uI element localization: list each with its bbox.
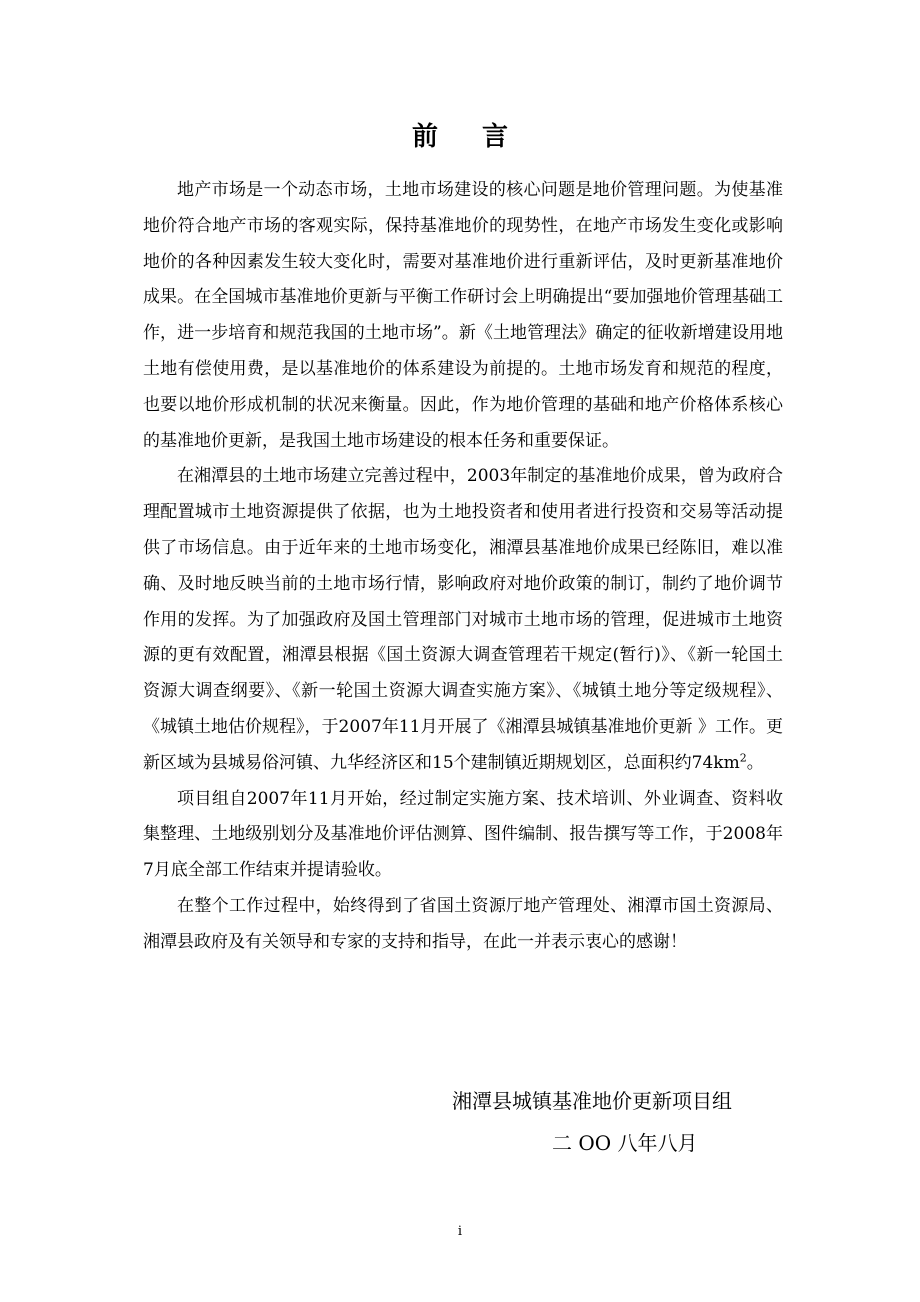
page-number: i (457, 1224, 463, 1239)
paragraph-3: 项目组自2007年11月开始，经过制定实施方案、技术培训、外业调查、资料收集整理、土地级别划分及基准地价评估测算、图件编制、报告撰写等工作，于2008年7月底全部工作结束并提请验收。 (143, 788, 783, 881)
paragraph-4: 在整个工作过程中，始终得到了省国土资源厅地产管理处、湘潭市国土资源局、湘潭县政府及有关领导和专家的支持和指导，在此一并表示衷心的感谢！ (143, 895, 783, 952)
signature-date: 二 OO 八年八月 (552, 1131, 698, 1155)
signature-organization: 湘潭县城镇基准地价更新项目组 (452, 1089, 732, 1113)
paragraph-1: 地产市场是一个动态市场，土地市场建设的核心问题是地价管理问题。为使基准地价符合地产市场的客观实际，保持基准地价的现势性，在地产市场发生变化或影响地价的各种因素发生较大变化时，需要对基准地价进行重新评估，及时更新基准地价成果。在全国城市基准地价更新与平衡工作研讨会上明确提出“要加强地价管理基础工作，进一步培育和规范我国的土地市场”。新《土地管理法》确定的征收新增建设用地土地有偿使用费，是以基准地价的体系建设为前提的。土地市场发育和规范的程度，也要以地价形成机制的状况来衡量。因此，作为地价管理的基础和地产价格体系核心的基准地价更新，是我国土地市场建设的根本任务和重要保证。 (143, 180, 783, 451)
page-title: 前言 (411, 122, 552, 152)
area-superscript: 2 (739, 751, 747, 765)
paragraph-2-text: 在湘潭县的土地市场建立完善过程中，2003年制定的基准地价成果，曾为政府合理配置城市土地资源提供了依据，也为土地投资者和使用者进行投资和交易等活动提供了市场信息。由于近年来的土地市场变化，湘潭县基准地价成果已经陈旧，难以准确、及时地反映当前的土地市场行情，影响政府对地价政策的制订，制约了地价调节作用的发挥。为了加强政府及国土管理部门对城市土地市场的管理，促进城市土地资源的更有效配置，湘潭县根据《国土资源大调查管理若干规定(暂行)》、《新一轮国土资源大调查纲要》、《新一轮国土资源大调查实施方案》、《城镇土地分等定级规程》、《城镇土地估价规程》，于2007年11月开展了《湘潭县城镇基准地价更新 》工作。更新区域为县城易俗河镇、九华经济区和15个建制镇近期规划区，总面积约74km (143, 466, 783, 773)
preface-body (143, 173, 783, 961)
paragraph-2 (143, 459, 783, 781)
paragraph-2-end: 。 (746, 752, 764, 773)
